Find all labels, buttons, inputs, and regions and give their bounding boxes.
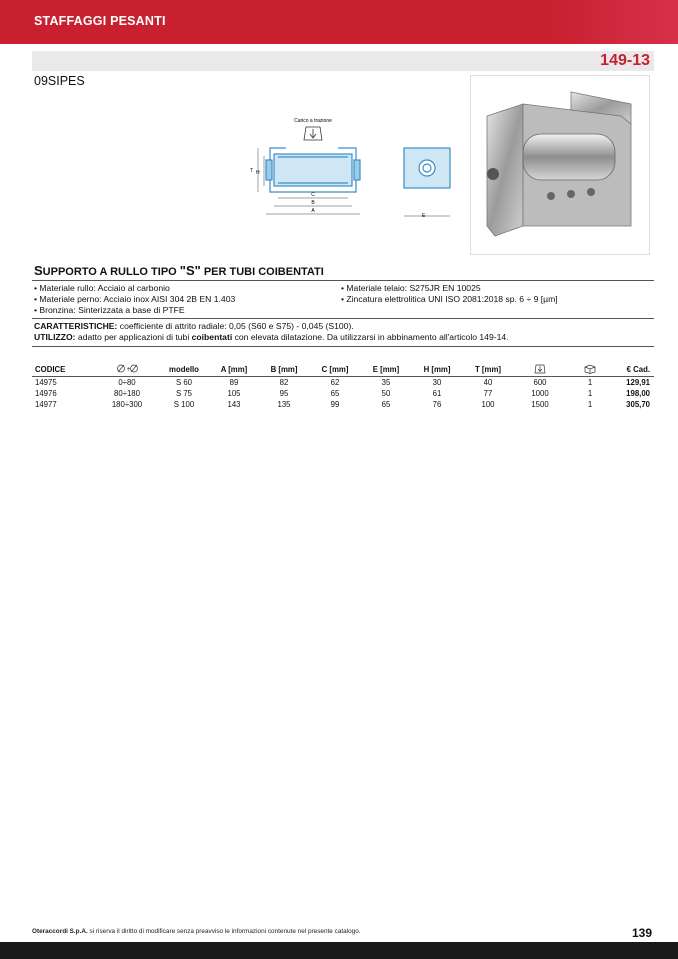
chars-rule bbox=[32, 346, 654, 347]
specs-right bbox=[341, 283, 558, 305]
table-cell: 35 bbox=[381, 378, 391, 387]
table-cell: 61 bbox=[432, 389, 442, 398]
table-cell: 600 bbox=[533, 378, 547, 387]
section-header-bar bbox=[0, 0, 678, 44]
product-title-part2: PER TUBI COIBENTATI bbox=[200, 266, 324, 278]
table-cell: 65 bbox=[381, 400, 391, 409]
product-code: 09SIPES bbox=[34, 74, 85, 88]
th-codice: CODICE bbox=[35, 364, 66, 374]
table-cell: S 75 bbox=[175, 389, 193, 398]
usage-text-1: adatto per applicazioni di tubi bbox=[75, 332, 192, 342]
th-C: C [mm] bbox=[321, 364, 349, 374]
table-cell: S 60 bbox=[175, 378, 193, 387]
table-cell: S 100 bbox=[173, 400, 195, 409]
footer-note bbox=[32, 928, 361, 935]
table-cell: 1500 bbox=[531, 400, 549, 409]
header-accent bbox=[548, 0, 678, 44]
spec-item: • Zincatura elettrolitica UNI ISO 2081:2018 sp. 6 ÷ 9 [µm] bbox=[341, 294, 558, 304]
load-label: Carico a trazione bbox=[294, 118, 332, 124]
table-cell: 105 bbox=[227, 389, 241, 398]
table-cell: 1 bbox=[587, 389, 593, 398]
th-A: A [mm] bbox=[220, 364, 248, 374]
specs-rule bbox=[32, 318, 654, 319]
product-title-model: "S" bbox=[179, 263, 201, 278]
table-cell: 14977 bbox=[35, 400, 57, 409]
title-rule bbox=[32, 280, 654, 281]
table-cell: 135 bbox=[277, 400, 291, 409]
table-cell: 80÷180 bbox=[114, 389, 140, 398]
table-cell: 14975 bbox=[35, 378, 57, 387]
load-weight-icon bbox=[304, 127, 322, 140]
usage-text-2: con elevata dilatazione. Da utilizzarsi in abbinamento all'articolo 149-14. bbox=[232, 332, 509, 342]
page-number: 139 bbox=[631, 926, 652, 940]
table-cell: 305,70 bbox=[626, 400, 650, 409]
table-cell: 50 bbox=[381, 389, 391, 398]
characteristics bbox=[34, 321, 509, 343]
dim-E-label: E bbox=[422, 213, 426, 219]
product-table bbox=[32, 362, 654, 410]
usage-bold: coibentati bbox=[191, 332, 233, 342]
load-icon bbox=[513, 362, 567, 377]
table-cell: 82 bbox=[279, 378, 289, 387]
bottom-bar bbox=[0, 942, 678, 959]
characteristics-text: coefficiente di attrito radiale: 0,05 (S60 e S75) - 0,045 (S100). bbox=[117, 321, 354, 331]
th-modello: modello bbox=[169, 364, 199, 374]
table-cell: 100 bbox=[481, 400, 495, 409]
dim-B-label: B bbox=[311, 200, 315, 206]
table-cell: 0÷80 bbox=[118, 378, 136, 387]
dim-C-label: C bbox=[311, 192, 315, 198]
table-cell: 65 bbox=[330, 389, 340, 398]
dim-H-label: H bbox=[256, 170, 260, 176]
product-photo bbox=[470, 75, 650, 255]
product-code-bar bbox=[32, 51, 654, 71]
table-cell: 40 bbox=[483, 378, 493, 387]
specs-left bbox=[34, 283, 235, 316]
front-view bbox=[266, 148, 360, 192]
table-cell: 180÷300 bbox=[111, 400, 143, 409]
table-row bbox=[32, 377, 654, 389]
table-row bbox=[32, 388, 654, 399]
svg-text:÷: ÷ bbox=[127, 366, 131, 373]
spec-item: • Materiale telaio: S275JR EN 10025 bbox=[341, 283, 481, 293]
product-title-initial: S bbox=[34, 263, 43, 278]
dim-A-label: A bbox=[311, 208, 315, 214]
dim-T-label: T bbox=[250, 168, 254, 174]
table-cell: 1000 bbox=[531, 389, 549, 398]
table-cell: 198,00 bbox=[626, 389, 650, 398]
th-B: B [mm] bbox=[270, 364, 298, 374]
th-diameter-icon bbox=[95, 362, 159, 377]
product-title bbox=[34, 263, 324, 278]
box-icon bbox=[567, 362, 613, 377]
table-header-row bbox=[32, 362, 654, 377]
table-cell: 77 bbox=[483, 389, 493, 398]
side-view bbox=[404, 148, 450, 188]
table-cell: 76 bbox=[432, 400, 442, 409]
spec-item: • Bronzina: Sinterizzata a base di PTFE bbox=[34, 305, 185, 315]
th-T: T [mm] bbox=[475, 364, 501, 374]
spec-item: • Materiale perno: Acciaio inox AISI 304 2B EN 1.403 bbox=[34, 294, 236, 304]
table-cell: 95 bbox=[279, 389, 289, 398]
table-cell: 143 bbox=[227, 400, 241, 409]
footer-text: si riserva il diritto di modificare senza preavviso le informazioni contenute nel presente catalogo. bbox=[87, 928, 361, 935]
technical-drawing bbox=[238, 112, 458, 224]
footer-company: Oteraccordi S.p.A. bbox=[32, 928, 88, 935]
th-E: E [mm] bbox=[372, 364, 400, 374]
table-cell: 1 bbox=[587, 400, 593, 409]
table-cell: 1 bbox=[587, 378, 593, 387]
table-cell: 30 bbox=[432, 378, 442, 387]
th-price: € Cad. bbox=[626, 364, 650, 374]
table-cell: 89 bbox=[229, 378, 239, 387]
table-row bbox=[32, 399, 654, 410]
table-cell: 62 bbox=[330, 378, 340, 387]
usage-label: UTILIZZO: bbox=[34, 332, 76, 342]
product-title-part1: UPPORTO A RULLO TIPO bbox=[42, 266, 180, 278]
page-code: 149-13 bbox=[600, 52, 650, 69]
table-cell: 99 bbox=[330, 400, 340, 409]
table-cell: 14976 bbox=[35, 389, 57, 398]
th-H: H [mm] bbox=[423, 364, 451, 374]
characteristics-label: CARATTERISTICHE: bbox=[34, 321, 118, 331]
spec-item: • Materiale rullo: Acciaio al carbonio bbox=[34, 283, 170, 293]
table-cell: 129,91 bbox=[626, 378, 650, 387]
section-title: STAFFAGGI PESANTI bbox=[34, 14, 166, 28]
